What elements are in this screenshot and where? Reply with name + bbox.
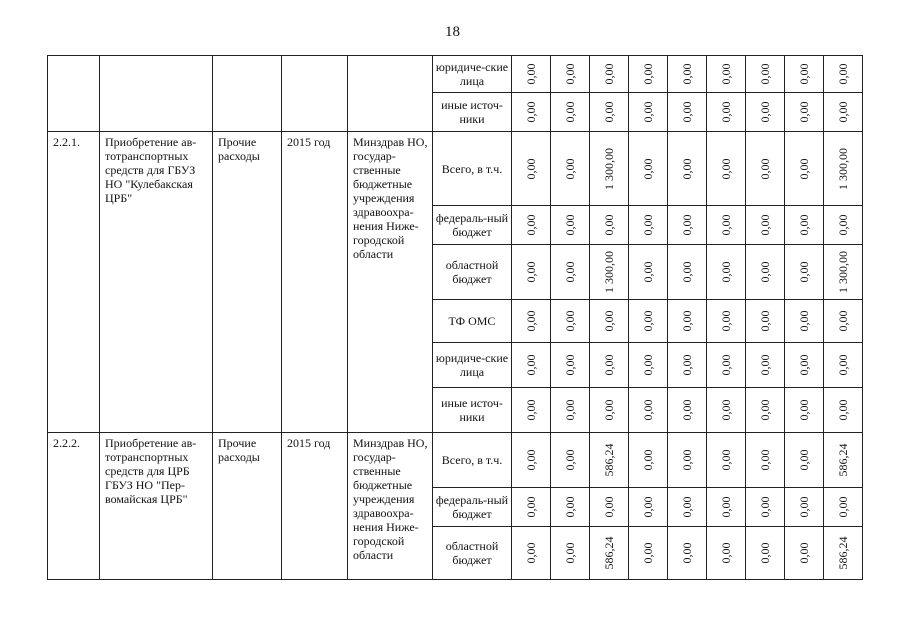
amount-cell [629, 300, 668, 343]
amount-value: 0,00 [797, 399, 811, 421]
amount-cell [590, 488, 629, 527]
amount-value: 0,00 [680, 542, 694, 564]
amount-value: 0,00 [524, 214, 538, 236]
amount-cell [785, 388, 824, 433]
amount-value: 0,00 [719, 101, 733, 123]
amount-value: 0,00 [836, 354, 850, 376]
amount-cell [785, 56, 824, 93]
amount-cell [551, 132, 590, 206]
budget-table [47, 55, 863, 580]
amount-value: 0,00 [680, 449, 694, 471]
amount-value: 0,00 [719, 310, 733, 332]
amount-value: 0,00 [602, 214, 616, 236]
amount-cell [668, 93, 707, 132]
item-number-cell: 2.2.1. [48, 132, 100, 433]
amount-value: 0,00 [758, 399, 772, 421]
amount-value: 0,00 [641, 449, 655, 471]
amount-value: 1 300,00 [602, 251, 616, 293]
amount-value: 586,24 [602, 443, 616, 477]
amount-cell [785, 245, 824, 300]
amount-value: 0,00 [836, 101, 850, 123]
amount-value: 0,00 [719, 63, 733, 85]
amount-cell [512, 488, 551, 527]
amount-value: 0,00 [797, 496, 811, 518]
amount-value: 0,00 [563, 261, 577, 283]
amount-cell [746, 132, 785, 206]
amount-value: 0,00 [524, 399, 538, 421]
amount-cell [512, 56, 551, 93]
amount-cell [668, 433, 707, 488]
amount-value: 0,00 [836, 63, 850, 85]
amount-cell [785, 488, 824, 527]
continuation-period-cell [282, 56, 348, 132]
amount-cell [707, 488, 746, 527]
amount-cell [551, 56, 590, 93]
amount-value: 0,00 [758, 354, 772, 376]
amount-cell [785, 132, 824, 206]
amount-cell [746, 343, 785, 388]
amount-value: 0,00 [836, 310, 850, 332]
amount-cell [512, 300, 551, 343]
amount-value: 0,00 [524, 101, 538, 123]
amount-value: 0,00 [641, 214, 655, 236]
amount-value: 0,00 [602, 496, 616, 518]
amount-value: 0,00 [680, 496, 694, 518]
funding-source-cell: юридиче-ские лица [433, 343, 512, 388]
item-name-cell: Приобретение ав-тотранспортных средств для ЦРБ ГБУЗ НО "Пер-вомайская ЦРБ" [100, 433, 213, 580]
amount-value: 586,24 [836, 536, 850, 570]
amount-cell [746, 245, 785, 300]
amount-cell [551, 388, 590, 433]
amount-value: 0,00 [602, 310, 616, 332]
amount-value: 0,00 [641, 354, 655, 376]
funding-source-cell: областной бюджет [433, 245, 512, 300]
amount-value: 0,00 [758, 63, 772, 85]
amount-value: 0,00 [641, 101, 655, 123]
amount-value: 0,00 [719, 354, 733, 376]
continuation-number-cell [48, 56, 100, 132]
amount-cell [512, 433, 551, 488]
funding-source-cell: иные источ-ники [433, 388, 512, 433]
amount-value: 0,00 [524, 63, 538, 85]
amount-value: 0,00 [797, 214, 811, 236]
amount-cell [512, 93, 551, 132]
amount-cell [512, 388, 551, 433]
funding-source-cell: федераль-ный бюджет [433, 488, 512, 527]
amount-value: 0,00 [719, 214, 733, 236]
amount-value: 0,00 [836, 496, 850, 518]
amount-value: 0,00 [563, 63, 577, 85]
amount-cell [629, 93, 668, 132]
amount-value: 0,00 [641, 63, 655, 85]
amount-value: 0,00 [524, 354, 538, 376]
amount-value: 0,00 [563, 214, 577, 236]
table-row [48, 433, 863, 488]
amount-value: 0,00 [758, 542, 772, 564]
amount-value: 0,00 [641, 310, 655, 332]
amount-cell [512, 132, 551, 206]
amount-value: 0,00 [797, 542, 811, 564]
amount-cell [707, 93, 746, 132]
amount-value: 0,00 [641, 496, 655, 518]
funding-source-cell: областной бюджет [433, 527, 512, 580]
executor-cell: Минздрав НО, государ-ственные бюджетные учреждения здравоохра-нения Ниже-городской области [348, 132, 433, 433]
amount-value: 0,00 [758, 310, 772, 332]
amount-cell [707, 527, 746, 580]
amount-value: 0,00 [797, 158, 811, 179]
amount-cell [746, 300, 785, 343]
amount-cell [590, 527, 629, 580]
amount-cell [629, 388, 668, 433]
continuation-name-cell [100, 56, 213, 132]
amount-value: 0,00 [719, 399, 733, 421]
amount-cell [707, 388, 746, 433]
amount-value: 0,00 [641, 542, 655, 564]
amount-cell [551, 93, 590, 132]
amount-value: 0,00 [641, 261, 655, 283]
amount-value: 0,00 [641, 399, 655, 421]
item-number-cell: 2.2.2. [48, 433, 100, 580]
amount-cell [629, 132, 668, 206]
amount-cell [824, 527, 863, 580]
amount-value: 0,00 [680, 354, 694, 376]
amount-value: 0,00 [563, 496, 577, 518]
amount-cell [629, 488, 668, 527]
amount-cell [707, 300, 746, 343]
amount-cell [668, 343, 707, 388]
amount-cell [707, 433, 746, 488]
amount-value: 0,00 [758, 449, 772, 471]
amount-value: 0,00 [797, 63, 811, 85]
amount-cell [629, 433, 668, 488]
amount-value: 0,00 [680, 101, 694, 123]
amount-value: 0,00 [563, 310, 577, 332]
amount-cell [551, 206, 590, 245]
amount-value: 0,00 [719, 496, 733, 518]
amount-cell [668, 388, 707, 433]
amount-cell [785, 527, 824, 580]
amount-cell [746, 56, 785, 93]
amount-value: 586,24 [602, 536, 616, 570]
amount-value: 1 300,00 [602, 147, 616, 190]
amount-cell [746, 433, 785, 488]
amount-value: 0,00 [797, 354, 811, 376]
continuation-cost-type-cell [213, 56, 282, 132]
cost-type-cell: Прочие расходы [213, 132, 282, 433]
amount-cell [629, 343, 668, 388]
amount-cell [707, 245, 746, 300]
amount-cell [590, 93, 629, 132]
amount-cell [512, 527, 551, 580]
amount-cell [707, 132, 746, 206]
amount-cell [590, 206, 629, 245]
amount-value: 0,00 [524, 310, 538, 332]
amount-value: 0,00 [602, 399, 616, 421]
amount-cell [785, 206, 824, 245]
amount-cell [512, 245, 551, 300]
amount-cell [668, 488, 707, 527]
amount-value: 0,00 [563, 354, 577, 376]
amount-value: 0,00 [680, 261, 694, 283]
amount-cell [707, 343, 746, 388]
amount-cell [551, 300, 590, 343]
amount-cell [668, 206, 707, 245]
amount-cell [746, 206, 785, 245]
amount-cell [785, 433, 824, 488]
amount-value: 0,00 [719, 449, 733, 471]
amount-value: 0,00 [524, 261, 538, 283]
amount-cell [668, 132, 707, 206]
funding-source-cell: ТФ ОМС [433, 300, 512, 343]
period-cell: 2015 год [282, 433, 348, 580]
page-number: 18 [445, 24, 460, 40]
amount-value: 0,00 [758, 496, 772, 518]
amount-value: 0,00 [563, 101, 577, 123]
amount-value: 0,00 [680, 310, 694, 332]
amount-value: 0,00 [797, 449, 811, 471]
amount-value: 0,00 [602, 101, 616, 123]
amount-cell [707, 56, 746, 93]
amount-value: 0,00 [836, 399, 850, 421]
amount-value: 0,00 [797, 310, 811, 332]
amount-cell [824, 56, 863, 93]
amount-cell [824, 206, 863, 245]
amount-cell [590, 343, 629, 388]
amount-cell [629, 206, 668, 245]
amount-value: 0,00 [719, 542, 733, 564]
amount-cell [824, 433, 863, 488]
funding-source-cell: иные источ-ники [433, 93, 512, 132]
amount-value: 0,00 [524, 449, 538, 471]
amount-cell [746, 527, 785, 580]
amount-value: 0,00 [602, 63, 616, 85]
amount-value: 0,00 [524, 158, 538, 179]
amount-cell [590, 132, 629, 206]
amount-value: 0,00 [524, 542, 538, 564]
amount-cell [785, 343, 824, 388]
amount-value: 0,00 [758, 214, 772, 236]
amount-cell [551, 527, 590, 580]
amount-cell [824, 245, 863, 300]
amount-value: 0,00 [719, 261, 733, 283]
amount-cell [746, 388, 785, 433]
table-row [48, 132, 863, 206]
amount-cell [668, 245, 707, 300]
amount-cell [668, 56, 707, 93]
funding-source-cell: федераль-ный бюджет [433, 206, 512, 245]
amount-cell [590, 300, 629, 343]
amount-cell [824, 300, 863, 343]
table-row [48, 56, 863, 93]
amount-cell [629, 527, 668, 580]
amount-value: 0,00 [719, 158, 733, 179]
amount-value: 1 300,00 [836, 147, 850, 190]
amount-value: 0,00 [836, 214, 850, 236]
amount-cell [824, 488, 863, 527]
amount-value: 586,24 [836, 443, 850, 477]
amount-cell [551, 488, 590, 527]
cost-type-cell: Прочие расходы [213, 433, 282, 580]
continuation-executor-cell [348, 56, 433, 132]
amount-value: 0,00 [680, 214, 694, 236]
amount-cell [824, 388, 863, 433]
amount-cell [746, 93, 785, 132]
amount-cell [629, 56, 668, 93]
amount-cell [590, 56, 629, 93]
amount-cell [785, 300, 824, 343]
amount-cell [512, 206, 551, 245]
executor-cell: Минздрав НО, государ-ственные бюджетные учреждения здравоохра-нения Ниже-городской области [348, 433, 433, 580]
amount-value: 0,00 [524, 496, 538, 518]
amount-cell [590, 245, 629, 300]
amount-cell [551, 433, 590, 488]
amount-value: 0,00 [758, 261, 772, 283]
item-name-cell: Приобретение ав-тотранспортных средств для ГБУЗ НО "Кулебакская ЦРБ" [100, 132, 213, 433]
amount-value: 0,00 [758, 158, 772, 179]
amount-cell [668, 300, 707, 343]
amount-value: 0,00 [602, 354, 616, 376]
amount-cell [707, 206, 746, 245]
amount-cell [746, 488, 785, 527]
amount-cell [824, 343, 863, 388]
amount-cell [824, 93, 863, 132]
funding-source-cell: Всего, в т.ч. [433, 433, 512, 488]
amount-value: 0,00 [641, 158, 655, 179]
amount-value: 0,00 [563, 158, 577, 179]
amount-cell [785, 93, 824, 132]
amount-value: 0,00 [680, 63, 694, 85]
amount-value: 0,00 [680, 158, 694, 179]
amount-cell [629, 245, 668, 300]
amount-value: 0,00 [563, 399, 577, 421]
amount-cell [590, 388, 629, 433]
amount-value: 1 300,00 [836, 251, 850, 293]
amount-cell [512, 343, 551, 388]
amount-value: 0,00 [797, 261, 811, 283]
amount-value: 0,00 [563, 449, 577, 471]
amount-value: 0,00 [563, 542, 577, 564]
period-cell: 2015 год [282, 132, 348, 433]
amount-cell [668, 527, 707, 580]
amount-value: 0,00 [758, 101, 772, 123]
funding-source-cell: Всего, в т.ч. [433, 132, 512, 206]
amount-value: 0,00 [680, 399, 694, 421]
amount-cell [590, 433, 629, 488]
funding-source-cell: юридиче-ские лица [433, 56, 512, 93]
amount-cell [824, 132, 863, 206]
amount-cell [551, 343, 590, 388]
amount-value: 0,00 [797, 101, 811, 123]
amount-cell [551, 245, 590, 300]
